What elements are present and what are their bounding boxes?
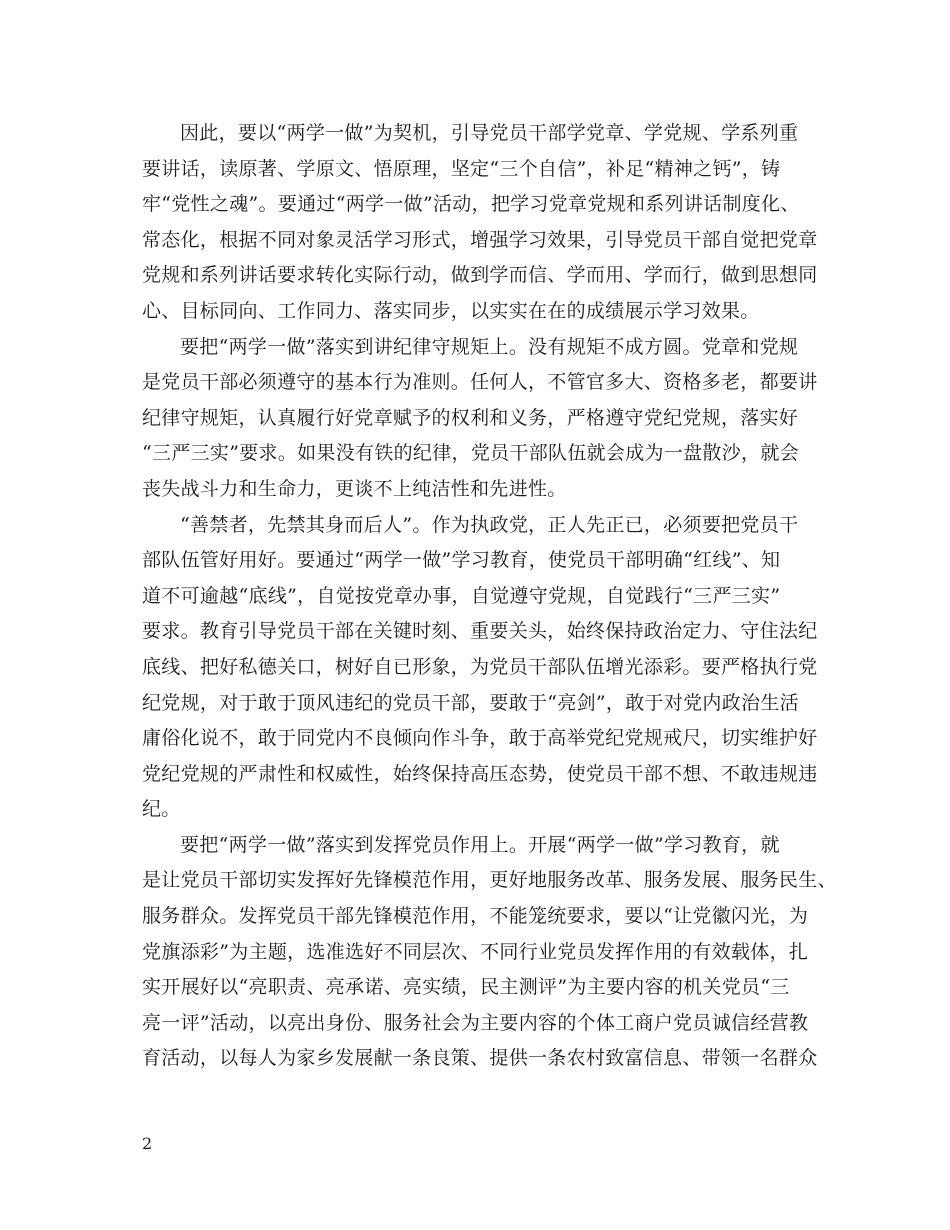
paragraph-line: 服务群众。发挥党员干部先锋模范作用，不能笼统要求，要以“让党徽闪光，为: [142, 905, 809, 928]
paragraph-line: “三严三实”要求。如果没有铁的纪律，党员干部队伍就会成为一盘散沙，就会: [142, 442, 799, 465]
paragraph-line: 党规和系列讲话要求转化实际行动，做到学而信、学而用、学而行，做到思想同: [142, 264, 818, 287]
paragraph-line: 党纪党规的严肃性和权威性，始终保持高压态势，使党员干部不想、不敢违规违: [142, 762, 818, 785]
paragraph-first-line: “善禁者，先禁其身而后人”。作为执政党，正人先正已，必须要把党员干: [180, 513, 799, 536]
document-body: [142, 116, 837, 1077]
paragraph-line: 心、目标同向、工作同力、落实同步，以实实在在的成绩展示学习效果。: [142, 299, 760, 322]
paragraph-line: 常态化，根据不同对象灵活学习形式，增强学习效果，引导党员干部自觉把党章: [142, 228, 818, 251]
paragraph-line: 纪党规，对于敢于顶风违纪的党员干部，要敢于“亮剑”，敢于对党内政治生活: [142, 691, 799, 714]
paragraph-line: 底线、把好私德关口，树好自已形象，为党员干部队伍增光添彩。要严格执行党: [142, 655, 818, 678]
paragraph-line: 庸俗化说不，敢于同党内不良倾向作斗争，敢于高举党纪党规戒尺，切实维护好: [142, 727, 818, 750]
paragraph-line: 纪律守规矩，认真履行好党章赋予的权利和义务，严格遵守党纪党规，落实好: [142, 406, 799, 429]
paragraph-line: 是让党员干部切实发挥好先锋模范作用，更好地服务改革、服务发展、服务民生、: [142, 869, 837, 892]
paragraph-line: 亮一评”活动，以亮出身份、服务社会为主要内容的个体工商户党员诚信经营教: [142, 1011, 809, 1034]
paragraph-line: 是党员干部必须遵守的基本行为准则。任何人，不管官多大、资格多老，都要讲: [142, 371, 818, 394]
paragraph-line: 道不可逾越“底线”，自觉按党章办事，自觉遵守党规，自觉践行“三严三实”: [142, 584, 781, 607]
paragraph-line: 育活动，以每人为家乡发展献一条良策、提供一条农村致富信息、带领一名群众: [142, 1047, 818, 1070]
paragraph-line: 牢“党性之魂”。要通过“两学一做”活动，把学习党章党规和系列讲话制度化、: [142, 193, 800, 216]
paragraph-line: 实开展好以“亮职责、亮承诺、亮实绩，民主测评”为主要内容的机关党员“三: [142, 976, 790, 999]
paragraph-line: 党旗添彩”为主题，选准选好不同层次、不同行业党员发挥作用的有效载体，扎: [142, 940, 809, 963]
paragraph-first-line: 要把“两学一做”落实到讲纪律守规矩上。没有规矩不成方圆。党章和党规: [180, 335, 799, 358]
paragraph-first-line: 因此，要以“两学一做”为契机，引导党员干部学党章、学党规、学系列重: [180, 122, 799, 144]
paragraph-line: 部队伍管好用好。要通过“两学一做”学习教育，使党员干部明确“红线”、知: [142, 549, 781, 572]
paragraph-line: 要讲话，读原著、学原文、悟原理，坚定“三个自信”，补足“精神之钙”，铸: [142, 157, 781, 180]
paragraph-line: 丧失战斗力和生命力，更谈不上纯洁性和先进性。: [142, 477, 567, 500]
paragraph-line: 要求。教育引导党员干部在关键时刻、重要关头，始终保持政治定力、守住法纪: [142, 620, 818, 643]
paragraph-first-line: 要把“两学一做”落实到发挥党员作用上。开展“两学一做”学习教育，就: [180, 833, 780, 856]
paragraph-line: 纪。: [142, 798, 181, 821]
page-number: 2: [142, 1134, 153, 1153]
